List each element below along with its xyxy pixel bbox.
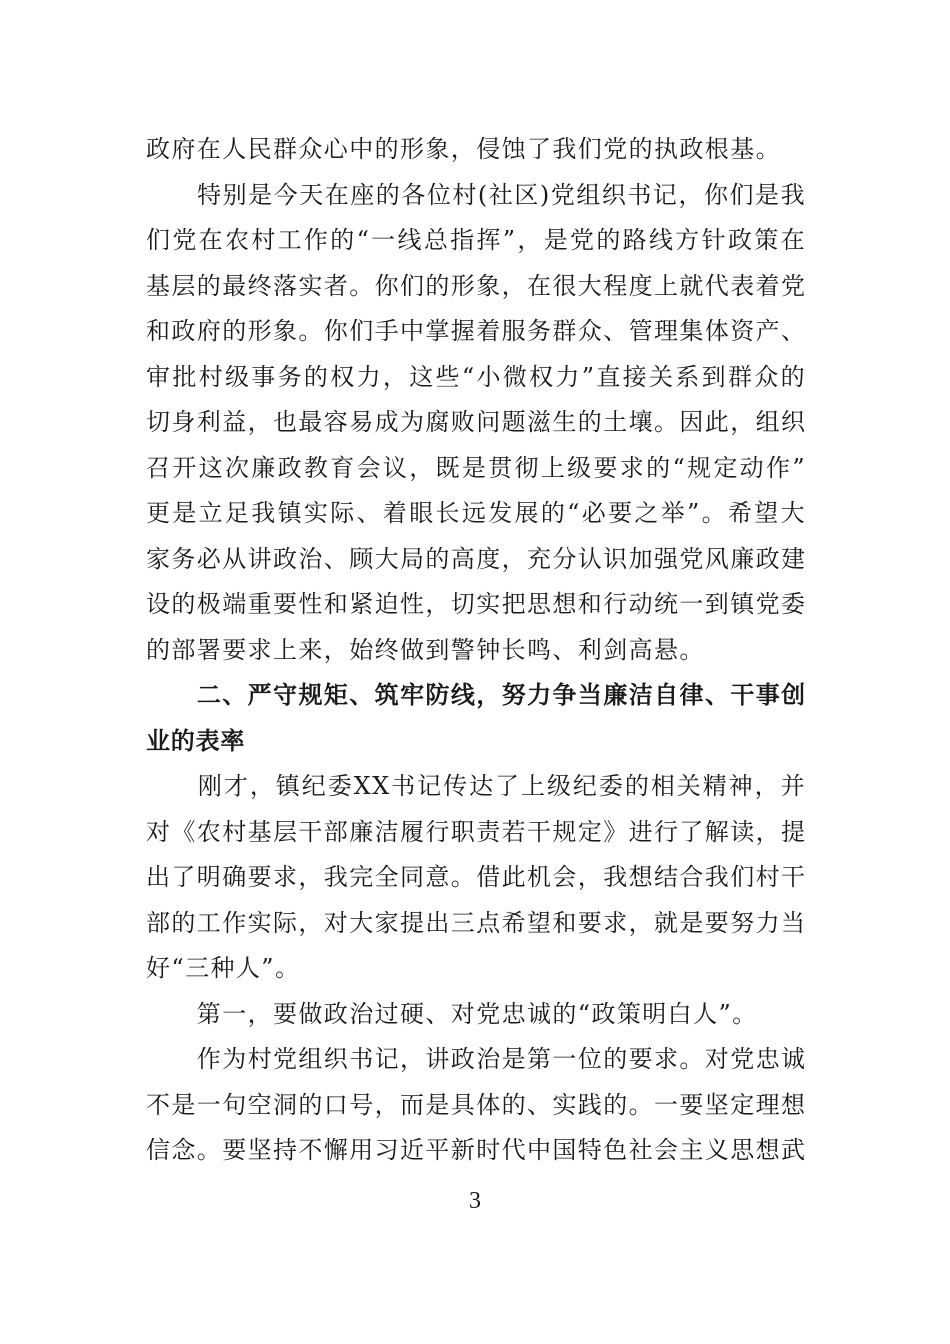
paragraph-line: 和政府的形象。你们手中掌握着服务群众、管理集体资产、 xyxy=(146,317,807,345)
paragraph-line: 刚才，镇纪委XX书记传达了上级纪委的相关精神，并 xyxy=(146,772,806,800)
paragraph-line: 第一，要做政治过硬、对党忠诚的“政策明白人”。 xyxy=(146,999,758,1028)
paragraph-line: 的部署要求上来，始终做到警钟长鸣、利剑高悬。 xyxy=(146,635,705,664)
page-number: 3 xyxy=(469,1188,481,1214)
paragraph-line: 信念。要坚持不懈用习近平新时代中国特色社会主义思想武 xyxy=(146,1136,807,1164)
paragraph-line: 对《农村基层干部廉洁履行职责若干规定》进行了解读，提 xyxy=(146,817,807,846)
paragraph-line: 们党在农村工作的“一线总指挥”，是党的路线方针政策在 xyxy=(146,226,806,254)
paragraph-line: 政府在人民群众心中的形象，侵蚀了我们党的执政根基。 xyxy=(146,135,781,163)
paragraph-line: 基层的最终落实者。你们的形象，在很大程度上就代表着党 xyxy=(146,271,807,300)
paragraph-line: 作为村党组织书记，讲政治是第一位的要求。对党忠诚 xyxy=(146,1045,807,1073)
paragraph-line: 召开这次廉政教育会议，既是贯彻上级要求的“规定动作” xyxy=(146,453,806,482)
paragraph-line: 更是立足我镇实际、着眼长远发展的“必要之举”。希望大 xyxy=(146,499,806,527)
paragraph-line: 不是一句空洞的口号，而是具体的、实践的。一要坚定理想 xyxy=(146,1090,807,1119)
paragraph-line: 好“三种人”。 xyxy=(146,954,301,982)
section-heading-line: 二、严守规矩、筑牢防线，努力争当廉洁自律、干事创 xyxy=(146,681,806,709)
paragraph-line: 家务必从讲政治、顾大局的高度，充分认识加强党风廉政建 xyxy=(146,544,807,573)
paragraph-line: 审批村级事务的权力，这些“小微权力”直接关系到群众的 xyxy=(146,362,806,391)
paragraph-line: 出了明确要求，我完全同意。借此机会，我想结合我们村干 xyxy=(146,863,807,891)
paragraph-line: 切身利益，也最容易成为腐败问题滋生的土壤。因此，组织 xyxy=(146,408,807,436)
document-body xyxy=(146,127,806,1174)
section-heading-line: 业的表率 xyxy=(146,726,246,755)
paragraph-line: 设的极端重要性和紧迫性，切实把思想和行动统一到镇党委 xyxy=(146,590,807,618)
paragraph-line: 特别是今天在座的各位村(社区)党组织书记，你们是我 xyxy=(146,180,806,209)
paragraph-line: 部的工作实际，对大家提出三点希望和要求，就是要努力当 xyxy=(146,908,807,937)
